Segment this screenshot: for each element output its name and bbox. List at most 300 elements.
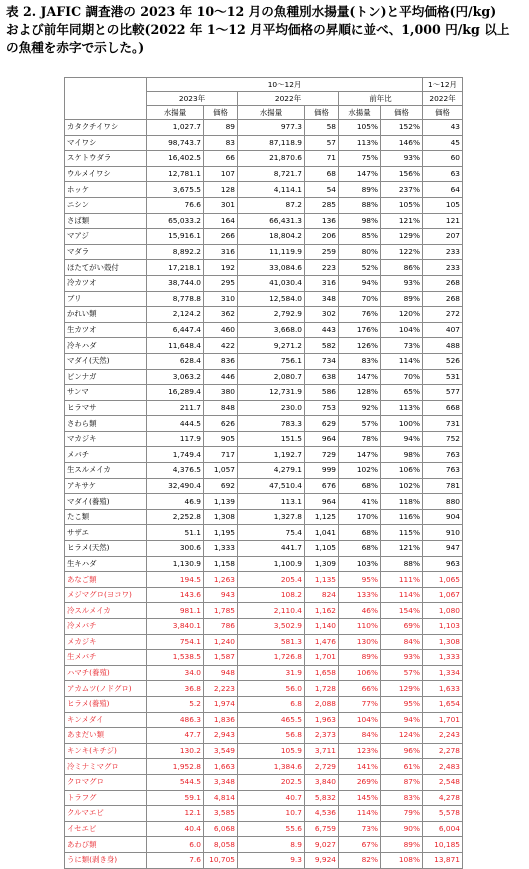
- volume-2023-cell: 98,743.7: [147, 135, 204, 151]
- table-row: [65, 166, 463, 182]
- price-ratio-cell: 146%: [381, 135, 423, 151]
- volume-2023-cell: 12,781.1: [147, 166, 204, 182]
- price-2023-cell: 1,333: [204, 541, 238, 557]
- table-row: [65, 213, 463, 229]
- price-2023-cell: 1,139: [204, 494, 238, 510]
- volume-2022-cell: 3,668.0: [238, 322, 305, 338]
- species-name-cell: イセエビ: [65, 821, 147, 837]
- price-2023-cell: 4,814: [204, 790, 238, 806]
- annual-price-2022-cell: 526: [423, 353, 463, 369]
- volume-2022-cell: 31.9: [238, 665, 305, 681]
- table-row: [65, 260, 463, 276]
- volume-2022-cell: 12,731.9: [238, 385, 305, 401]
- price-2023-cell: 301: [204, 197, 238, 213]
- price-ratio-cell: 121%: [381, 213, 423, 229]
- price-2022-cell: 302: [305, 307, 339, 323]
- price-2023-cell: 3,549: [204, 743, 238, 759]
- volume-2022-cell: 9,271.2: [238, 338, 305, 354]
- price-2023-cell: 1,195: [204, 525, 238, 541]
- price-ratio-cell: 65%: [381, 385, 423, 401]
- volume-2023-cell: 16,402.5: [147, 151, 204, 167]
- volume-2023-cell: 36.8: [147, 681, 204, 697]
- price-ratio-cell: 93%: [381, 151, 423, 167]
- volume-2023-cell: 76.6: [147, 197, 204, 213]
- price-2022-cell: 4,536: [305, 806, 339, 822]
- species-name-cell: メバチ: [65, 447, 147, 463]
- species-name-cell: あまだい類: [65, 728, 147, 744]
- volume-2023-cell: 1,538.5: [147, 650, 204, 666]
- header-annual-2022: 2022年: [423, 92, 463, 106]
- volume-2023-cell: 2,252.8: [147, 509, 204, 525]
- price-ratio-cell: 118%: [381, 494, 423, 510]
- annual-price-2022-cell: 1,080: [423, 603, 463, 619]
- volume-2022-cell: 108.2: [238, 587, 305, 603]
- price-2022-cell: 1,105: [305, 541, 339, 557]
- volume-ratio-cell: 123%: [339, 743, 381, 759]
- table-row: [65, 509, 463, 525]
- price-2022-cell: 2,088: [305, 696, 339, 712]
- species-name-cell: 冷カツオ: [65, 275, 147, 291]
- price-2022-cell: 1,309: [305, 556, 339, 572]
- volume-ratio-cell: 68%: [339, 541, 381, 557]
- species-name-cell: うに類(剥き身): [65, 852, 147, 868]
- price-2023-cell: 943: [204, 587, 238, 603]
- price-2022-cell: 1,041: [305, 525, 339, 541]
- annual-price-2022-cell: 407: [423, 322, 463, 338]
- species-name-cell: スケトウダラ: [65, 151, 147, 167]
- species-name-cell: さば類: [65, 213, 147, 229]
- price-ratio-cell: 152%: [381, 120, 423, 136]
- annual-price-2022-cell: 63: [423, 166, 463, 182]
- volume-2022-cell: 10.7: [238, 806, 305, 822]
- volume-2022-cell: 55.6: [238, 821, 305, 837]
- volume-2023-cell: 4,376.5: [147, 463, 204, 479]
- species-name-cell: 冷ミナミマグロ: [65, 759, 147, 775]
- volume-ratio-cell: 92%: [339, 400, 381, 416]
- price-2023-cell: 310: [204, 291, 238, 307]
- price-2022-cell: 1,963: [305, 712, 339, 728]
- header-price-yoy: 価格: [381, 106, 423, 120]
- price-ratio-cell: 69%: [381, 619, 423, 635]
- volume-ratio-cell: 52%: [339, 260, 381, 276]
- species-name-cell: かれい類: [65, 307, 147, 323]
- volume-ratio-cell: 80%: [339, 244, 381, 260]
- volume-ratio-cell: 147%: [339, 447, 381, 463]
- volume-ratio-cell: 147%: [339, 369, 381, 385]
- annual-price-2022-cell: 577: [423, 385, 463, 401]
- table-row: [65, 416, 463, 432]
- volume-2022-cell: 12,584.0: [238, 291, 305, 307]
- volume-2023-cell: 3,840.1: [147, 619, 204, 635]
- volume-ratio-cell: 83%: [339, 353, 381, 369]
- price-2023-cell: 460: [204, 322, 238, 338]
- price-2023-cell: 362: [204, 307, 238, 323]
- table-row: [65, 400, 463, 416]
- annual-price-2022-cell: 2,278: [423, 743, 463, 759]
- price-2022-cell: 348: [305, 291, 339, 307]
- volume-2023-cell: 51.1: [147, 525, 204, 541]
- price-2022-cell: 1,140: [305, 619, 339, 635]
- volume-ratio-cell: 130%: [339, 634, 381, 650]
- header-annual-period: 1〜12月: [423, 78, 463, 92]
- price-ratio-cell: 120%: [381, 307, 423, 323]
- annual-price-2022-cell: 6,004: [423, 821, 463, 837]
- volume-2022-cell: 87,118.9: [238, 135, 305, 151]
- annual-price-2022-cell: 43: [423, 120, 463, 136]
- species-name-cell: さわら類: [65, 416, 147, 432]
- price-2023-cell: 6,068: [204, 821, 238, 837]
- volume-2023-cell: 8,892.2: [147, 244, 204, 260]
- annual-price-2022-cell: 1,633: [423, 681, 463, 697]
- annual-price-2022-cell: 1,333: [423, 650, 463, 666]
- annual-price-2022-cell: 233: [423, 260, 463, 276]
- price-ratio-cell: 116%: [381, 509, 423, 525]
- header-price-2022: 価格: [305, 106, 339, 120]
- volume-ratio-cell: 147%: [339, 166, 381, 182]
- volume-2023-cell: 11,648.4: [147, 338, 204, 354]
- volume-2023-cell: 544.5: [147, 774, 204, 790]
- volume-ratio-cell: 75%: [339, 151, 381, 167]
- annual-price-2022-cell: 45: [423, 135, 463, 151]
- species-name-cell: あわび類: [65, 837, 147, 853]
- table-row: [65, 463, 463, 479]
- price-2023-cell: 1,663: [204, 759, 238, 775]
- header-price-annual: 価格: [423, 106, 463, 120]
- volume-2023-cell: 12.1: [147, 806, 204, 822]
- price-2023-cell: 192: [204, 260, 238, 276]
- price-2022-cell: 136: [305, 213, 339, 229]
- table-row: [65, 790, 463, 806]
- volume-2023-cell: 6,447.4: [147, 322, 204, 338]
- species-name-cell: ヒラメ(天然): [65, 541, 147, 557]
- volume-2023-cell: 3,063.2: [147, 369, 204, 385]
- species-name-cell: 冷キハダ: [65, 338, 147, 354]
- header-price-2023: 価格: [204, 106, 238, 120]
- table-row: [65, 494, 463, 510]
- species-name-cell: ハマチ(養殖): [65, 665, 147, 681]
- table-row: [65, 244, 463, 260]
- annual-price-2022-cell: 10,185: [423, 837, 463, 853]
- species-name-cell: クルマエビ: [65, 806, 147, 822]
- volume-2023-cell: 47.7: [147, 728, 204, 744]
- species-name-cell: 生キハダ: [65, 556, 147, 572]
- annual-price-2022-cell: 4,278: [423, 790, 463, 806]
- volume-2022-cell: 1,726.8: [238, 650, 305, 666]
- species-name-cell: 生カツオ: [65, 322, 147, 338]
- table-row: [65, 151, 463, 167]
- volume-ratio-cell: 41%: [339, 494, 381, 510]
- header-yoy: 前年比: [339, 92, 423, 106]
- price-ratio-cell: 129%: [381, 681, 423, 697]
- price-2023-cell: 295: [204, 275, 238, 291]
- species-name-cell: ヒラマサ: [65, 400, 147, 416]
- volume-2023-cell: 15,916.1: [147, 229, 204, 245]
- table-row: [65, 774, 463, 790]
- price-2023-cell: 266: [204, 229, 238, 245]
- volume-2022-cell: 9.3: [238, 852, 305, 868]
- price-ratio-cell: 154%: [381, 603, 423, 619]
- table-row: [65, 229, 463, 245]
- header-volume-2022: 水揚量: [238, 106, 305, 120]
- volume-2022-cell: 33,084.6: [238, 260, 305, 276]
- volume-2022-cell: 1,327.8: [238, 509, 305, 525]
- price-ratio-cell: 129%: [381, 229, 423, 245]
- header-2023: 2023年: [147, 92, 238, 106]
- table-row: [65, 712, 463, 728]
- table-row: [65, 307, 463, 323]
- species-name-cell: キンキ(キチジ): [65, 743, 147, 759]
- price-ratio-cell: 121%: [381, 541, 423, 557]
- volume-2023-cell: 3,675.5: [147, 182, 204, 198]
- annual-price-2022-cell: 963: [423, 556, 463, 572]
- volume-2022-cell: 56.8: [238, 728, 305, 744]
- price-2023-cell: 948: [204, 665, 238, 681]
- species-name-cell: サンマ: [65, 385, 147, 401]
- volume-ratio-cell: 126%: [339, 338, 381, 354]
- price-2022-cell: 58: [305, 120, 339, 136]
- species-name-cell: 生メバチ: [65, 650, 147, 666]
- volume-2022-cell: 202.5: [238, 774, 305, 790]
- price-2023-cell: 89: [204, 120, 238, 136]
- volume-2022-cell: 87.2: [238, 197, 305, 213]
- volume-2022-cell: 2,080.7: [238, 369, 305, 385]
- species-name-cell: トラフグ: [65, 790, 147, 806]
- volume-2023-cell: 444.5: [147, 416, 204, 432]
- volume-2023-cell: 130.2: [147, 743, 204, 759]
- species-name-cell: アカムツ(ノドグロ): [65, 681, 147, 697]
- table-row: [65, 353, 463, 369]
- header-2022: 2022年: [238, 92, 339, 106]
- table-row: [65, 447, 463, 463]
- volume-2022-cell: 66,431.3: [238, 213, 305, 229]
- volume-2023-cell: 300.6: [147, 541, 204, 557]
- price-ratio-cell: 93%: [381, 650, 423, 666]
- price-ratio-cell: 86%: [381, 260, 423, 276]
- price-ratio-cell: 88%: [381, 556, 423, 572]
- table-row: [65, 603, 463, 619]
- price-ratio-cell: 84%: [381, 634, 423, 650]
- price-ratio-cell: 114%: [381, 587, 423, 603]
- volume-2023-cell: 754.1: [147, 634, 204, 650]
- catch-price-table: [64, 77, 463, 869]
- header-volume-yoy: 水揚量: [339, 106, 381, 120]
- species-name-cell: マダラ: [65, 244, 147, 260]
- volume-ratio-cell: 141%: [339, 759, 381, 775]
- table-row: [65, 587, 463, 603]
- annual-price-2022-cell: 781: [423, 478, 463, 494]
- volume-2023-cell: 1,952.8: [147, 759, 204, 775]
- species-name-cell: メジマグロ(ヨコワ): [65, 587, 147, 603]
- table-row: [65, 728, 463, 744]
- volume-2022-cell: 47,510.4: [238, 478, 305, 494]
- volume-2022-cell: 8.9: [238, 837, 305, 853]
- annual-price-2022-cell: 64: [423, 182, 463, 198]
- volume-2022-cell: 105.9: [238, 743, 305, 759]
- table-row: [65, 650, 463, 666]
- species-name-cell: ヒラメ(養殖): [65, 696, 147, 712]
- annual-price-2022-cell: 272: [423, 307, 463, 323]
- volume-2022-cell: 6.8: [238, 696, 305, 712]
- price-2022-cell: 1,125: [305, 509, 339, 525]
- price-2022-cell: 964: [305, 431, 339, 447]
- volume-ratio-cell: 170%: [339, 509, 381, 525]
- price-2023-cell: 128: [204, 182, 238, 198]
- species-name-cell: ホッケ: [65, 182, 147, 198]
- caption-line-3: の魚種を赤字で示した。): [6, 40, 145, 55]
- price-2023-cell: 1,263: [204, 572, 238, 588]
- volume-2023-cell: 2,124.2: [147, 307, 204, 323]
- price-2022-cell: 586: [305, 385, 339, 401]
- volume-2023-cell: 1,749.4: [147, 447, 204, 463]
- species-name-cell: カタクチイワシ: [65, 120, 147, 136]
- volume-2023-cell: 16,289.4: [147, 385, 204, 401]
- price-ratio-cell: 70%: [381, 369, 423, 385]
- volume-2023-cell: 194.5: [147, 572, 204, 588]
- volume-2022-cell: 783.3: [238, 416, 305, 432]
- table-row: [65, 634, 463, 650]
- table-row: [65, 759, 463, 775]
- volume-2022-cell: 4,279.1: [238, 463, 305, 479]
- table-row: [65, 197, 463, 213]
- volume-ratio-cell: 82%: [339, 852, 381, 868]
- table-row: [65, 525, 463, 541]
- price-2022-cell: 638: [305, 369, 339, 385]
- volume-2023-cell: 7.6: [147, 852, 204, 868]
- volume-2023-cell: 211.7: [147, 400, 204, 416]
- table-row: [65, 478, 463, 494]
- table-row: [65, 291, 463, 307]
- volume-ratio-cell: 106%: [339, 665, 381, 681]
- volume-2022-cell: 11,119.9: [238, 244, 305, 260]
- price-2023-cell: 107: [204, 166, 238, 182]
- price-ratio-cell: 83%: [381, 790, 423, 806]
- price-2022-cell: 676: [305, 478, 339, 494]
- price-2022-cell: 1,658: [305, 665, 339, 681]
- annual-price-2022-cell: 763: [423, 463, 463, 479]
- table-row: [65, 681, 463, 697]
- species-name-cell: ニシン: [65, 197, 147, 213]
- annual-price-2022-cell: 904: [423, 509, 463, 525]
- price-2023-cell: 1,158: [204, 556, 238, 572]
- annual-price-2022-cell: 1,701: [423, 712, 463, 728]
- volume-2022-cell: 41,030.4: [238, 275, 305, 291]
- volume-2023-cell: 38,744.0: [147, 275, 204, 291]
- volume-ratio-cell: 102%: [339, 463, 381, 479]
- volume-ratio-cell: 76%: [339, 307, 381, 323]
- price-ratio-cell: 113%: [381, 400, 423, 416]
- table-row: [65, 821, 463, 837]
- annual-price-2022-cell: 1,334: [423, 665, 463, 681]
- volume-2023-cell: 486.3: [147, 712, 204, 728]
- price-2022-cell: 68: [305, 166, 339, 182]
- annual-price-2022-cell: 880: [423, 494, 463, 510]
- volume-ratio-cell: 95%: [339, 572, 381, 588]
- volume-2022-cell: 21,870.6: [238, 151, 305, 167]
- volume-ratio-cell: 77%: [339, 696, 381, 712]
- annual-price-2022-cell: 752: [423, 431, 463, 447]
- price-ratio-cell: 89%: [381, 837, 423, 853]
- volume-2022-cell: 1,192.7: [238, 447, 305, 463]
- volume-2023-cell: 117.9: [147, 431, 204, 447]
- volume-ratio-cell: 110%: [339, 619, 381, 635]
- table-row: [65, 743, 463, 759]
- volume-2023-cell: 1,130.9: [147, 556, 204, 572]
- species-name-cell: キンメダイ: [65, 712, 147, 728]
- volume-2022-cell: 1,100.9: [238, 556, 305, 572]
- price-2022-cell: 54: [305, 182, 339, 198]
- price-ratio-cell: 89%: [381, 291, 423, 307]
- volume-ratio-cell: 94%: [339, 275, 381, 291]
- price-ratio-cell: 98%: [381, 447, 423, 463]
- price-2023-cell: 3,348: [204, 774, 238, 790]
- volume-2023-cell: 34.0: [147, 665, 204, 681]
- annual-price-2022-cell: 105: [423, 197, 463, 213]
- price-2022-cell: 1,701: [305, 650, 339, 666]
- price-ratio-cell: 94%: [381, 712, 423, 728]
- species-name-cell: メカジキ: [65, 634, 147, 650]
- species-name-cell: サザエ: [65, 525, 147, 541]
- volume-2022-cell: 75.4: [238, 525, 305, 541]
- table-row: [65, 322, 463, 338]
- volume-ratio-cell: 78%: [339, 431, 381, 447]
- annual-price-2022-cell: 2,483: [423, 759, 463, 775]
- volume-ratio-cell: 46%: [339, 603, 381, 619]
- volume-2022-cell: 230.0: [238, 400, 305, 416]
- table-row: [65, 852, 463, 868]
- volume-ratio-cell: 68%: [339, 478, 381, 494]
- volume-2022-cell: 441.7: [238, 541, 305, 557]
- price-2022-cell: 5,832: [305, 790, 339, 806]
- price-2023-cell: 1,308: [204, 509, 238, 525]
- price-ratio-cell: 156%: [381, 166, 423, 182]
- price-ratio-cell: 61%: [381, 759, 423, 775]
- volume-ratio-cell: 105%: [339, 120, 381, 136]
- volume-2023-cell: 32,490.4: [147, 478, 204, 494]
- table-row: [65, 338, 463, 354]
- price-2022-cell: 999: [305, 463, 339, 479]
- price-ratio-cell: 106%: [381, 463, 423, 479]
- price-ratio-cell: 79%: [381, 806, 423, 822]
- annual-price-2022-cell: 1,654: [423, 696, 463, 712]
- table-row: [65, 837, 463, 853]
- price-2023-cell: 8,058: [204, 837, 238, 853]
- price-2023-cell: 905: [204, 431, 238, 447]
- price-ratio-cell: 87%: [381, 774, 423, 790]
- table-row: [65, 385, 463, 401]
- price-2022-cell: 734: [305, 353, 339, 369]
- volume-2023-cell: 628.4: [147, 353, 204, 369]
- price-2023-cell: 83: [204, 135, 238, 151]
- price-ratio-cell: 100%: [381, 416, 423, 432]
- species-name-cell: マカジキ: [65, 431, 147, 447]
- price-2022-cell: 582: [305, 338, 339, 354]
- table-row: [65, 369, 463, 385]
- price-2022-cell: 964: [305, 494, 339, 510]
- annual-price-2022-cell: 268: [423, 291, 463, 307]
- price-2023-cell: 1,785: [204, 603, 238, 619]
- table-row: [65, 806, 463, 822]
- volume-2023-cell: 59.1: [147, 790, 204, 806]
- price-2023-cell: 3,585: [204, 806, 238, 822]
- volume-2023-cell: 5.2: [147, 696, 204, 712]
- species-name-cell: アキサケ: [65, 478, 147, 494]
- price-ratio-cell: 102%: [381, 478, 423, 494]
- price-ratio-cell: 95%: [381, 696, 423, 712]
- price-2022-cell: 1,135: [305, 572, 339, 588]
- price-2023-cell: 1,057: [204, 463, 238, 479]
- annual-price-2022-cell: 121: [423, 213, 463, 229]
- annual-price-2022-cell: 947: [423, 541, 463, 557]
